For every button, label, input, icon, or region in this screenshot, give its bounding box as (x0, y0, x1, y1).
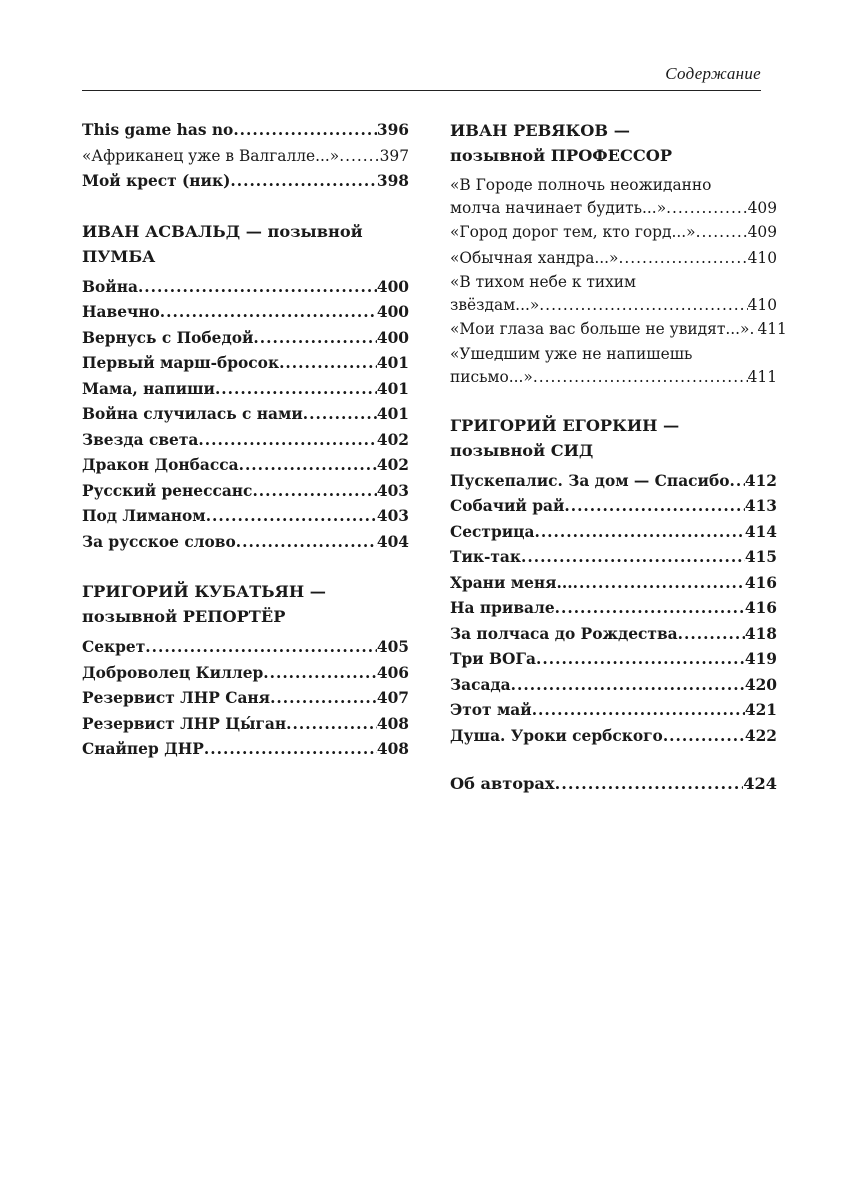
leader-dots (539, 294, 747, 317)
toc-entry[interactable] (82, 402, 409, 428)
toc-entry-title: Этот май (450, 701, 532, 719)
toc-entry-title: Мой крест (ник) (82, 172, 231, 190)
leader-dots (663, 724, 745, 750)
toc-entry-title: На привале (450, 599, 555, 617)
toc-entry[interactable] (450, 246, 777, 272)
leader-dots (678, 622, 745, 648)
leader-dots (206, 504, 377, 530)
toc-entry-title: За русское слово (82, 532, 236, 551)
toc-entry-page: 406 (376, 663, 409, 682)
leader-dots (555, 771, 744, 797)
toc-entry[interactable] (82, 169, 409, 195)
toc-entry[interactable] (82, 737, 409, 763)
leader-dots (618, 246, 747, 272)
toc-entry-page: 418 (744, 624, 777, 643)
toc-entry[interactable] (82, 326, 409, 352)
toc-entry-title: Резервист ЛНР Цы́ган (82, 714, 287, 733)
toc-entry[interactable] (82, 300, 409, 326)
toc-entry-page: 420 (744, 675, 777, 694)
toc-entry-page: 415 (744, 548, 777, 566)
toc-entry-title: Резервист ЛНР Саня (82, 689, 271, 707)
toc-entry-page: 414 (744, 522, 777, 541)
toc-entry[interactable] (450, 647, 777, 673)
leader-dots (138, 275, 377, 301)
toc-entry-page: 403 (376, 481, 409, 500)
toc-entry-title: Война случилась с нами (82, 405, 303, 423)
toc-entry-page: 398 (376, 172, 409, 190)
toc-entry-title: This game has no (82, 121, 234, 139)
toc-entry-page: 400 (376, 277, 409, 296)
section-heading-line: позывной РЕПОРТЁР (82, 607, 286, 626)
leader-dots (573, 571, 745, 597)
toc-section-entries (82, 275, 409, 556)
leader-dots (230, 169, 376, 195)
toc-entry-title-cont: молча начинает будить...» (450, 199, 667, 217)
leader-dots (303, 402, 377, 428)
toc-entry-title: Первый марш-бросок (82, 354, 280, 372)
toc-entry[interactable] (450, 220, 777, 246)
toc-entry[interactable] (450, 469, 777, 495)
spacer (450, 749, 777, 771)
toc-right-column (450, 118, 787, 797)
toc-section-entries (82, 635, 409, 763)
toc-entry[interactable] (82, 530, 409, 556)
section-heading-line: ПУМБА (82, 246, 156, 266)
leader-dots (279, 351, 377, 377)
toc-entry-page: 400 (376, 303, 409, 321)
toc-entry-title: Дракон Донбасса (82, 456, 239, 474)
leader-dots (749, 317, 757, 343)
toc-entry-title: Об авторах (450, 774, 555, 793)
leader-dots (145, 635, 377, 661)
toc-entry[interactable] (450, 596, 777, 622)
toc-entry-title: Вернусь с Победой (82, 328, 254, 347)
section-heading (82, 579, 409, 629)
section-heading-line: позывной СИД (450, 440, 594, 460)
toc-entry-title: Душа. Уроки сербского (450, 726, 663, 745)
toc-entry-about-authors[interactable] (450, 771, 777, 797)
toc-entry-title: За полчаса до Рождества (450, 624, 678, 643)
toc-entry-page: 410 (747, 248, 777, 267)
toc-entry[interactable] (450, 174, 777, 220)
section-heading-line: позывной ПРОФЕССОР (450, 146, 673, 165)
toc-entry[interactable] (450, 622, 777, 648)
leader-dots (521, 545, 745, 571)
toc-entry-title: Звезда света (82, 430, 199, 449)
toc-entry-title: «Мои глаза вас больше не увидят...» (450, 320, 750, 338)
toc-entry[interactable] (82, 144, 409, 170)
toc-entry-title: Под Лиманом (82, 507, 206, 525)
running-header-title: Содержание (665, 64, 761, 83)
leader-dots (253, 326, 376, 352)
toc-entry-title: Собачий рай (450, 497, 565, 515)
toc-entry-page: 397 (379, 146, 409, 165)
toc-entry[interactable] (82, 661, 409, 687)
toc-entry-page: 411 (747, 367, 777, 386)
toc-entry-page: 396 (376, 121, 409, 139)
toc-entry-title: «Город дорог тем, кто горд...» (450, 223, 696, 241)
toc-entry[interactable] (450, 698, 777, 724)
toc-entry-page: 411 (757, 320, 787, 338)
toc-entry[interactable] (450, 271, 777, 317)
toc-entry[interactable] (82, 479, 409, 505)
leader-dots (696, 220, 748, 246)
toc-entry-title: Секрет (82, 638, 146, 656)
toc-entry[interactable] (82, 453, 409, 479)
toc-entry-page: 401 (376, 405, 409, 423)
toc-entry[interactable] (450, 571, 777, 597)
toc-entry[interactable] (82, 275, 409, 301)
toc-entry[interactable] (82, 635, 409, 661)
toc-intro-entries (82, 118, 409, 195)
toc-entry-page: 405 (376, 638, 409, 656)
toc-entry[interactable] (82, 686, 409, 712)
toc-entry-title: Снайпер ДНР (82, 740, 204, 758)
leader-dots (564, 494, 745, 520)
toc-entry[interactable] (450, 545, 777, 571)
toc-entry-title: «В тихом небе к тихим (450, 273, 637, 291)
section-heading-line: ИВАН АСВАЛЬД — позывной (82, 221, 363, 241)
leader-dots (160, 300, 377, 326)
toc-entry-title: Пускепалис. За дом — Спасибо (450, 471, 730, 490)
toc-entry-page: 412 (744, 471, 777, 490)
toc-entry-page: 419 (744, 650, 777, 668)
toc-entry[interactable] (82, 118, 409, 144)
leader-dots (555, 596, 745, 622)
toc-entry-page: 407 (376, 689, 409, 707)
toc-entry-page: 422 (744, 726, 777, 745)
toc-entry-page: 416 (744, 573, 777, 592)
toc-entry-page: 404 (376, 532, 409, 551)
leader-dots (534, 520, 744, 546)
leader-dots (263, 661, 377, 687)
toc-entry-page: 408 (376, 714, 409, 733)
leader-dots (270, 686, 377, 712)
toc-entry-page: 409 (747, 223, 777, 241)
leader-dots (215, 377, 377, 403)
toc-entry-title: Храни меня... (450, 573, 573, 592)
toc-entry-page: 401 (376, 354, 409, 372)
toc-entry-title: «Африканец уже в Валгалле...» (82, 146, 340, 165)
toc-entry-title: «Обычная хандра...» (450, 248, 619, 267)
leader-dots (286, 712, 377, 738)
leader-dots (204, 737, 377, 763)
toc-entry-title: Война (82, 277, 138, 296)
section-heading-line: ГРИГОРИЙ КУБАТЬЯН — (82, 582, 326, 601)
toc-section-entries (450, 469, 777, 750)
toc-entry[interactable] (450, 317, 787, 343)
toc-entry[interactable] (450, 494, 777, 520)
toc-entry-title-cont: звёздам...» (450, 296, 540, 314)
leader-dots (532, 698, 745, 724)
leader-dots (233, 118, 377, 144)
toc-entry-page: 401 (376, 379, 409, 398)
toc-entry-page: 416 (744, 599, 777, 617)
toc-entry-page: 403 (376, 507, 409, 525)
toc-entry[interactable] (450, 520, 777, 546)
leader-dots (511, 673, 745, 699)
section-heading (450, 118, 777, 168)
leader-dots (533, 366, 748, 389)
toc-entry-title: Доброволец Киллер (82, 663, 264, 682)
toc-entry-title: Сестрица (450, 522, 535, 541)
toc-entry-title: Мама, напиши (82, 379, 215, 398)
section-heading-line: ИВАН РЕВЯКОВ — (450, 121, 630, 140)
toc-entry[interactable] (450, 343, 777, 389)
toc-entry-page: 409 (747, 199, 777, 217)
toc-entry[interactable] (82, 377, 409, 403)
leader-dots (198, 428, 376, 454)
section-heading (82, 219, 409, 269)
toc-entry-page: 421 (744, 701, 777, 719)
toc-section-entries (450, 174, 787, 389)
toc-entry-title: Тик-так (450, 548, 521, 566)
leader-dots (730, 469, 745, 495)
running-header (82, 62, 761, 91)
section-heading (450, 413, 777, 463)
leader-dots (536, 647, 745, 673)
toc-entry-page: 402 (376, 430, 409, 449)
toc-entry[interactable] (82, 428, 409, 454)
toc-entry-title: «В Городе полночь неожиданно (450, 176, 712, 194)
toc-entry[interactable] (82, 351, 409, 377)
toc-entry-title: Засада (450, 675, 511, 694)
leader-dots (239, 453, 377, 479)
toc-entry[interactable] (82, 504, 409, 530)
toc-entry[interactable] (450, 724, 777, 750)
leader-dots (339, 144, 379, 170)
toc-entry-page: 400 (376, 328, 409, 347)
toc-entry[interactable] (450, 673, 777, 699)
toc-left-column (82, 118, 409, 763)
toc-entry-title-cont: письмо...» (450, 367, 533, 386)
toc-entry-title: «Ушедшим уже не напишешь (450, 344, 693, 363)
toc-entry-page: 410 (747, 296, 777, 314)
leader-dots (666, 197, 747, 220)
toc-entry-title: Навечно (82, 303, 160, 321)
toc-entry-page: 408 (376, 740, 409, 758)
leader-dots (236, 530, 377, 556)
toc-entry[interactable] (82, 712, 409, 738)
toc-entry-page: 413 (744, 497, 777, 515)
section-heading-line: ГРИГОРИЙ ЕГОРКИН — (450, 415, 680, 435)
toc-entry-title: Русский ренессанс (82, 481, 253, 500)
toc-entry-title: Три ВОГа (450, 650, 537, 668)
leader-dots (252, 479, 376, 505)
toc-entry-page: 402 (376, 456, 409, 474)
toc-entry-page: 424 (743, 774, 777, 793)
